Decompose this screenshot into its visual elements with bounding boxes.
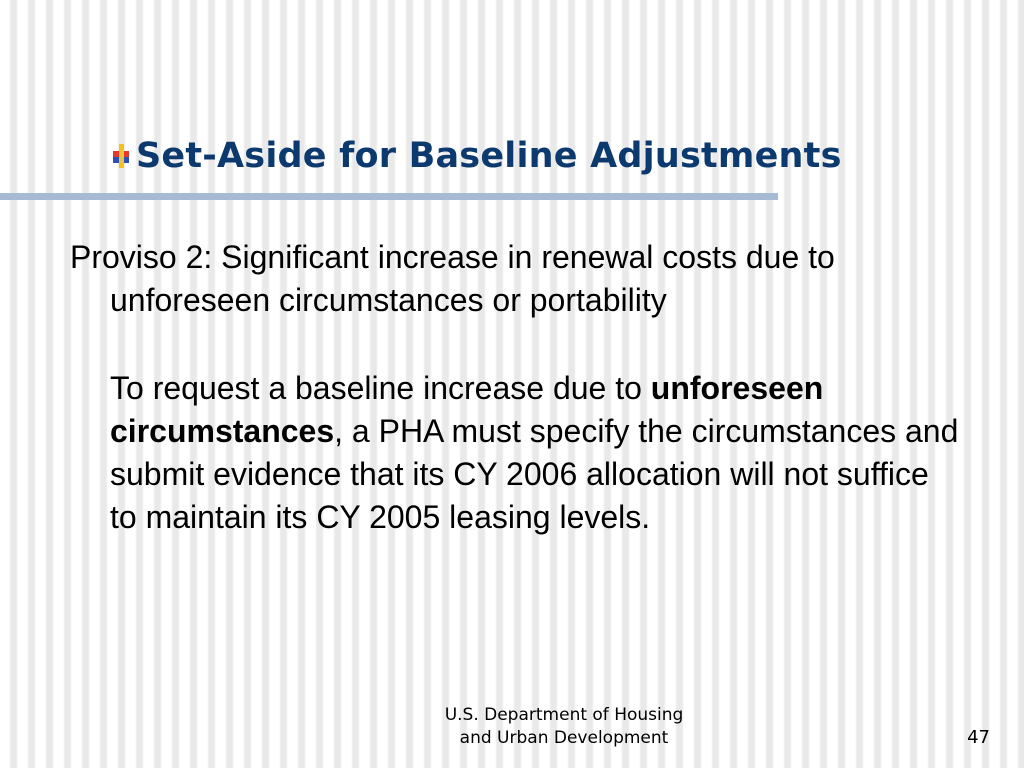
bullet-square-icon	[110, 142, 134, 170]
request-text-end: , a PHA must specify the circumstances and submit evidence that its CY 2006 allocation will not suffice to maintain its CY 2005 leasing levels.	[110, 413, 959, 535]
footer	[400, 704, 728, 750]
footer-line-2: and Urban Development	[459, 728, 669, 748]
footer-line-1: U.S. Department of Housing	[444, 705, 684, 725]
request-text-start: To request a baseline increase due to	[110, 370, 651, 406]
request-paragraph	[110, 367, 960, 539]
slide-title: Set-Aside for Baseline Adjustments	[136, 136, 842, 176]
proviso-paragraph: Proviso 2: Significant increase in renewal costs due to unforeseen circumstances or portability	[70, 239, 835, 318]
slide-body	[70, 236, 970, 539]
title-divider	[0, 193, 778, 200]
request-emphasis: unforeseen circumstances	[110, 370, 824, 449]
title-row	[110, 128, 842, 184]
page-number: 47	[967, 727, 990, 748]
